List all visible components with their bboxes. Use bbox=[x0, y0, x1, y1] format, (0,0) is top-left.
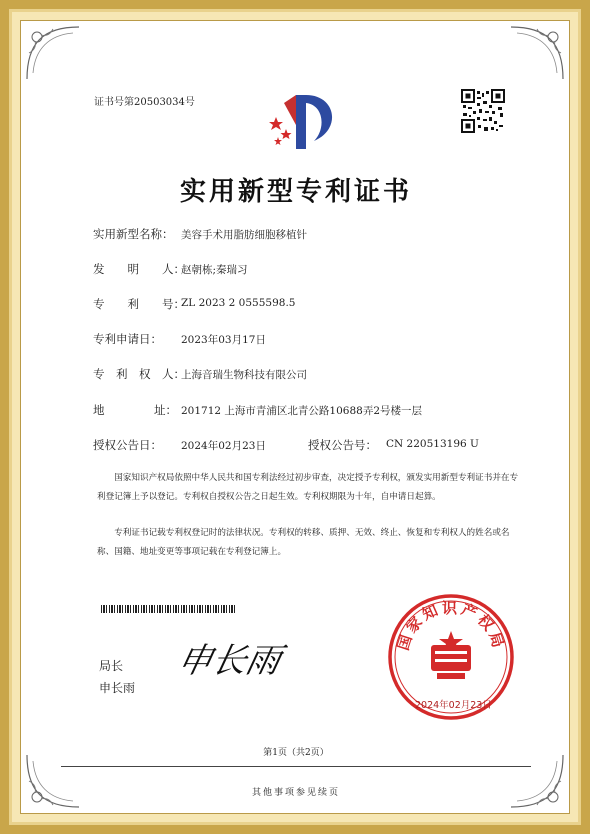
patent-number-value: ZL 2023 2 0555598.5 bbox=[181, 297, 296, 309]
corner-ornament-icon bbox=[507, 751, 567, 811]
patentee-label: 专 利 权 人： bbox=[93, 367, 185, 381]
corner-ornament-icon bbox=[23, 751, 83, 811]
signer-title: 局长 bbox=[99, 659, 124, 673]
grant-date-value: 2024年02月23日 bbox=[181, 440, 266, 452]
corner-ornament-icon bbox=[23, 23, 83, 83]
patent-number-label: 专 利 号： bbox=[93, 297, 185, 311]
grant-statement-paragraph: 国家知识产权局依照中华人民共和国专利法经过初步审查，决定授予专利权，颁发实用新型专利证书并在专利登记簿上予以登记。专利权自授权公告之日起生效。专利权期限为十年，自申请日起算。 bbox=[97, 473, 519, 502]
inventor-label: 发 明 人： bbox=[93, 262, 185, 276]
director-signature: 申长雨 bbox=[174, 641, 285, 681]
seal-arc-text: 国家知识产权局 bbox=[393, 598, 509, 653]
footer-divider bbox=[61, 766, 531, 767]
seal-date: 2024年02月23日 bbox=[415, 700, 492, 711]
footer-note: 其他事项参见续页 bbox=[251, 788, 340, 798]
certificate-paper bbox=[20, 20, 570, 814]
filing-date-value: 2023年03月17日 bbox=[181, 334, 266, 346]
utility-model-name-value: 美容手术用脂肪细胞移植针 bbox=[181, 229, 307, 241]
legal-status-paragraph: 专利证书记载专利权登记时的法律状况。专利权的转移、质押、无效、终止、恢复和专利权人的姓名或名称、国籍、地址变更等事项记载在专利登记簿上。 bbox=[97, 528, 510, 557]
grant-date-label: 授权公告日： bbox=[93, 438, 162, 452]
address-label-start: 地 bbox=[93, 403, 105, 417]
grant-number-label: 授权公告号： bbox=[308, 438, 377, 452]
signer-name: 申长雨 bbox=[99, 681, 136, 695]
qr-code-icon bbox=[461, 89, 505, 133]
certificate-number: 证书号第20503034号 bbox=[94, 97, 195, 108]
inventor-value: 赵朝栋;秦瑞习 bbox=[181, 264, 248, 276]
barcode-icon bbox=[101, 605, 237, 613]
address-value: 201712 上海市青浦区北青公路10688弄2号楼一层 bbox=[181, 405, 423, 417]
address-label-end: 址： bbox=[154, 403, 177, 417]
cnipa-logo-icon bbox=[266, 89, 346, 157]
utility-model-name-label: 实用新型名称： bbox=[93, 227, 174, 241]
patentee-value: 上海音瑞生物科技有限公司 bbox=[181, 369, 307, 381]
certificate-title: 实用新型专利证书 bbox=[179, 177, 412, 207]
corner-ornament-icon bbox=[507, 23, 567, 83]
grant-number-value: CN 220513196 U bbox=[386, 438, 479, 450]
page-info: 第1页（共2页） bbox=[263, 748, 329, 758]
filing-date-label: 专利申请日： bbox=[93, 332, 162, 346]
